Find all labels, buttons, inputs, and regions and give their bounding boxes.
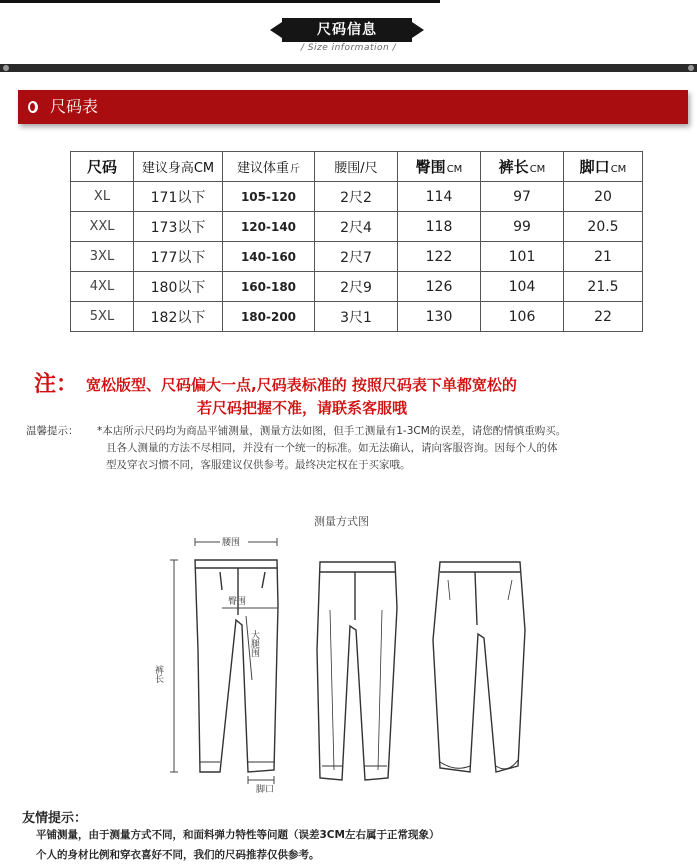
title-ribbon-left xyxy=(270,22,282,38)
section-subtitle: / Size information / xyxy=(300,43,397,53)
table-row: 3XL 177以下 140-160 2尺7 122 101 21 xyxy=(71,242,643,272)
pants-relaxed xyxy=(433,562,525,772)
hip-label: 臀围 xyxy=(228,597,247,607)
hem-label: 脚口 xyxy=(256,785,275,795)
waist-label: 腰围 xyxy=(222,538,241,548)
title-ribbon-right xyxy=(412,22,424,38)
header-size: 尺码 xyxy=(71,152,134,182)
header-waist: 腰围/尺 xyxy=(315,152,398,182)
friendly-tip-line-1: 平铺测量，由于测量方式不同，和面料弹力特性等问题（误差3CM左右属于正常现象） xyxy=(36,829,440,841)
hem-guide xyxy=(248,776,274,784)
warm-tip-line-2: 且各人测量的方法不尽相同，并没有一个统一的标准。如无法确认，请向客服咨询。因每个人的体 xyxy=(106,442,558,454)
pants-straight xyxy=(317,562,397,780)
notice-line-2: 若尺码把握不准，请联系客服哦 xyxy=(197,399,408,417)
table-row: 5XL 182以下 180-200 3尺1 130 106 22 xyxy=(71,302,643,332)
table-row: XL 171以下 105-120 2尺2 114 97 20 xyxy=(71,182,643,212)
bolt-right-icon xyxy=(688,65,694,71)
notice-label: 注： xyxy=(34,372,79,397)
size-chart-banner xyxy=(18,90,688,124)
header-hem: 脚口CM xyxy=(564,152,643,182)
header-bar xyxy=(0,64,697,72)
pants-front-annotated xyxy=(195,560,278,772)
length-label: 裤长 xyxy=(153,665,163,683)
table-header-row xyxy=(71,152,643,182)
thigh-label: 大腿围 xyxy=(249,630,259,657)
header-length: 裤长CM xyxy=(481,152,564,182)
warm-tip-line-1: *本店所示尺码均为商品平铺测量，测量方法如图，但手工测量有1-3CM的误差，请您酌情慎重购买。 xyxy=(97,425,567,437)
bolt-left-icon xyxy=(3,65,9,71)
measurement-diagram xyxy=(150,530,540,800)
size-table xyxy=(70,151,643,332)
table-row: XXL 173以下 120-140 2尺4 118 99 20.5 xyxy=(71,212,643,242)
diagram-title: 测量方式图 xyxy=(314,515,369,528)
header-hip: 臀围CM xyxy=(398,152,481,182)
table-row: 4XL 180以下 160-180 2尺9 126 104 21.5 xyxy=(71,272,643,302)
top-divider xyxy=(0,0,440,3)
header-height: 建议身高CM xyxy=(134,152,223,182)
notice-line-1: 宽松版型、尺码偏大一点,尺码表标准的 按照尺码表下单都宽松的 xyxy=(86,376,517,394)
warm-tip-label: 温馨提示： xyxy=(26,425,79,437)
section-title: 尺码信息 xyxy=(317,22,377,38)
header-weight: 建议体重斤 xyxy=(223,152,315,182)
friendly-tip-line-2: 个人的身材比例和穿衣喜好不同，我们的尺码推荐仅供参考。 xyxy=(36,849,320,861)
warm-tip-line-3: 型及穿衣习惯不同，客服建议仅供参考。最终决定权在于买家哦。 xyxy=(106,459,411,471)
banner-title: 尺码表 xyxy=(50,97,99,116)
friendly-tip-label: 友情提示： xyxy=(22,811,88,826)
